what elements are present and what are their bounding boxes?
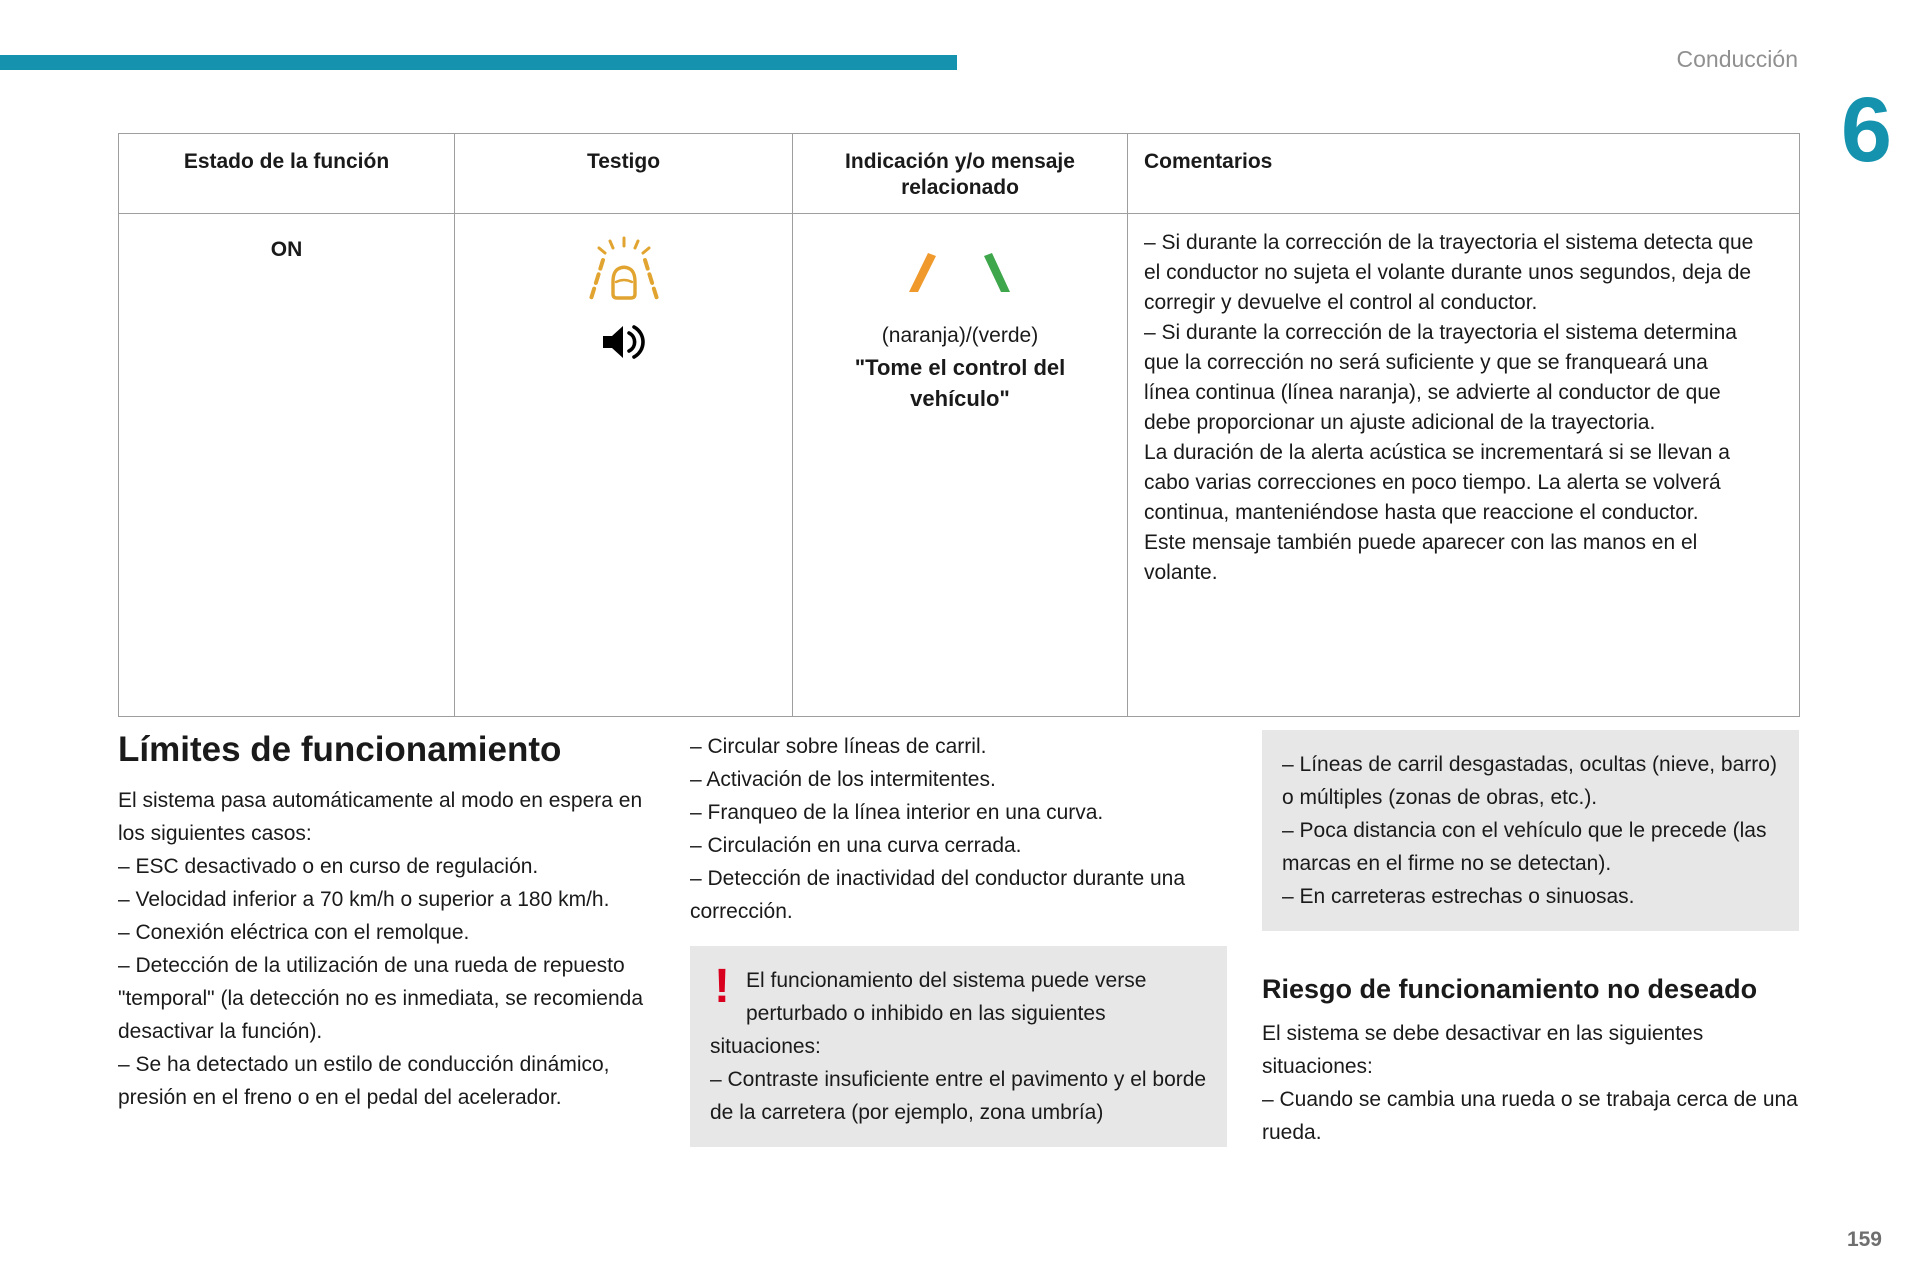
right-column bbox=[1262, 730, 1799, 1149]
comentario-paragraph: La duración de la alerta acústica se incrementará si se llevan a cabo varias correcciones en poco tiempo. La alerta se volverá continua, manteniéndose hasta que reaccione el conductor. bbox=[1144, 441, 1730, 524]
warning-box bbox=[690, 946, 1227, 1147]
list-item: – Circular sobre líneas de carril. bbox=[690, 735, 987, 758]
comentarios-cell bbox=[1128, 214, 1800, 717]
risk-intro: El sistema se debe desactivar en las siguientes situaciones: bbox=[1262, 1022, 1704, 1078]
middle-column bbox=[690, 730, 1227, 1149]
green-lane-line-icon bbox=[979, 250, 1017, 294]
col-header-testigo: Testigo bbox=[455, 134, 793, 214]
col-header-comentarios: Comentarios bbox=[1128, 134, 1800, 214]
indicacion-cell bbox=[793, 214, 1128, 717]
info-box-item: – Líneas de carril desgastadas, ocultas (nieve, barro) o múltiples (zonas de obras, etc.). bbox=[1282, 753, 1777, 809]
function-status-table bbox=[118, 133, 1800, 717]
info-box-item: – En carreteras estrechas o sinuosas. bbox=[1282, 885, 1635, 908]
warning-intro: El funcionamiento del sistema puede verse perturbado o inhibido en las siguientes situaciones: bbox=[710, 969, 1147, 1058]
top-accent-bar bbox=[0, 55, 957, 70]
limits-intro: El sistema pasa automáticamente al modo en espera en los siguientes casos: bbox=[118, 789, 643, 845]
list-item: – Detección de la utilización de una rueda de repuesto "temporal" (la detección no es inmediata, se recomienda desactivar la función). bbox=[118, 954, 644, 1043]
warning-exclamation-icon: ! bbox=[714, 960, 730, 1013]
risk-title: Riesgo de funcionamiento no deseado bbox=[1262, 974, 1758, 1004]
list-item: – Cuando se cambia una rueda o se trabaja cerca de una rueda. bbox=[1262, 1088, 1798, 1144]
comentario-paragraph: Este mensaje también puede aparecer con las manos en el volante. bbox=[1144, 531, 1698, 584]
table-header-row bbox=[119, 134, 1800, 214]
testigo-cell bbox=[455, 214, 793, 717]
list-item: – ESC desactivado o en curso de regulación. bbox=[118, 855, 539, 878]
list-item: – Activación de los intermitentes. bbox=[690, 768, 996, 791]
list-item: – Se ha detectado un estilo de conducción dinámico, presión en el freno o en el pedal del acelerador. bbox=[118, 1053, 610, 1109]
comentario-paragraph: – Si durante la corrección de la trayectoria el sistema detecta que el conductor no sujeta el volante durante unos segundos, deja de corregir y devuelve el control al conductor. bbox=[1144, 231, 1754, 314]
lane-keep-assist-icon bbox=[582, 234, 666, 308]
info-box bbox=[1262, 730, 1799, 931]
info-box-item: – Poca distancia con el vehículo que le precede (las marcas en el firme no se detectan). bbox=[1282, 819, 1767, 875]
limits-title: Límites de funcionamiento bbox=[118, 730, 562, 769]
page-number: 159 bbox=[1846, 1228, 1882, 1251]
color-caption: (naranja)/(verde) bbox=[881, 324, 1039, 347]
body-columns bbox=[118, 730, 1799, 1149]
list-item: – Conexión eléctrica con el remolque. bbox=[118, 921, 470, 944]
list-item: – Franqueo de la línea interior en una curva. bbox=[690, 801, 1104, 824]
col-header-estado: Estado de la función bbox=[119, 134, 455, 214]
list-item: – Detección de inactividad del conductor durante una corrección. bbox=[690, 867, 1185, 923]
col-header-indicacion: Indicación y/o mensaje relacionado bbox=[793, 134, 1128, 214]
table-row bbox=[119, 214, 1800, 717]
section-label: Conducción bbox=[1676, 46, 1798, 72]
chapter-number: 6 bbox=[1840, 79, 1892, 181]
display-message: "Tome el control del vehículo" bbox=[854, 355, 1066, 411]
warning-item: – Contraste insuficiente entre el pavimento y el borde de la carretera (por ejemplo, zona umbría) bbox=[710, 1068, 1207, 1124]
comentario-paragraph: – Si durante la corrección de la trayectoria el sistema determina que la corrección no será suficiente y que se franqueará una línea continua (línea naranja), se advierte al conductor de que debe proporcionar un ajuste adicional de la trayectoria. bbox=[1144, 321, 1737, 434]
limits-column bbox=[118, 730, 655, 1149]
estado-cell: ON bbox=[119, 214, 455, 717]
speaker-icon bbox=[599, 322, 649, 362]
orange-lane-line-icon bbox=[903, 250, 941, 294]
list-item: – Velocidad inferior a 70 km/h o superior a 180 km/h. bbox=[118, 888, 610, 911]
list-item: – Circulación en una curva cerrada. bbox=[690, 834, 1022, 857]
